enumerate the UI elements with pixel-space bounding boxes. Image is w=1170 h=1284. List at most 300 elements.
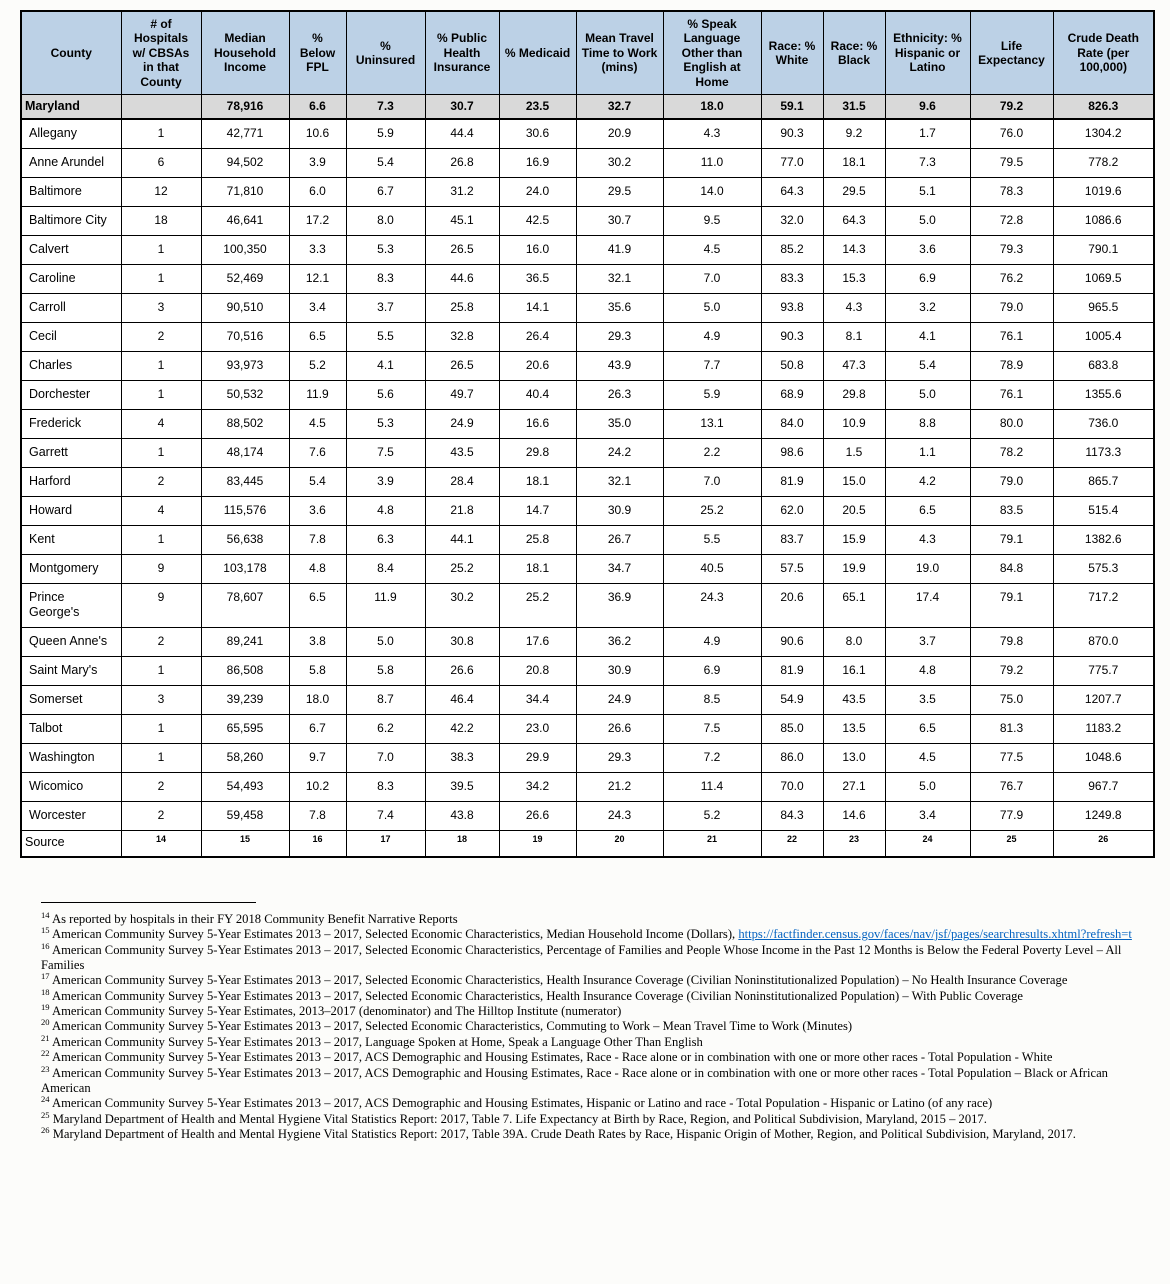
cell-median_income: 90,510 — [201, 293, 289, 322]
cell-race_black: 47.3 — [823, 351, 885, 380]
footnote-text: American Community Survey 5-Year Estimates 2013 – 2017, Selected Economic Characteristics, Health Insurance Coverage (Civilian Noninstitutionalized Population) – With Public Coverage — [49, 988, 1023, 1003]
cell-median_income: 70,516 — [201, 322, 289, 351]
cell-hispanic: 3.5 — [885, 685, 970, 714]
cell-below_fpl: 3.9 — [289, 148, 346, 177]
cell-public_health_insurance: 38.3 — [425, 743, 499, 772]
footnote-25 — [41, 1109, 1133, 1127]
cell-travel_time: 21.2 — [576, 772, 663, 801]
cell-life_expectancy: 80.0 — [970, 409, 1053, 438]
cell-crude_death_rate: 778.2 — [1053, 148, 1154, 177]
cell-below_fpl: 3.6 — [289, 496, 346, 525]
table-row — [21, 772, 1154, 801]
cell-below_fpl: 6.5 — [289, 583, 346, 627]
footnote-number: 16 — [41, 940, 50, 951]
cell-median_income: 56,638 — [201, 525, 289, 554]
cell-below_fpl: 12.1 — [289, 264, 346, 293]
column-header-median_income: Median Household Income — [201, 11, 289, 94]
cell-hispanic: 6.5 — [885, 714, 970, 743]
footnote-16 — [41, 940, 1133, 974]
cell-life_expectancy: 76.7 — [970, 772, 1053, 801]
footnote-text: American Community Survey 5-Year Estimates 2013 – 2017, ACS Demographic and Housing Estimates, Race - Race alone or in combination with one or more other races - Total Population - White — [49, 1050, 1053, 1065]
cell-medicaid: 36.5 — [499, 264, 576, 293]
cell-hospitals_cbsa: 1 — [121, 438, 201, 467]
source-ref-hispanic: 24 — [885, 830, 970, 857]
cell-hospitals_cbsa: 4 — [121, 409, 201, 438]
cell-uninsured: 7.4 — [346, 801, 425, 830]
cell-language_other: 14.0 — [663, 177, 761, 206]
cell-uninsured: 5.0 — [346, 627, 425, 656]
footnote-24 — [41, 1096, 1133, 1111]
county-name: Carroll — [21, 293, 121, 322]
cell-medicaid: 30.6 — [499, 119, 576, 149]
cell-travel_time: 32.1 — [576, 264, 663, 293]
cell-medicaid: 42.5 — [499, 206, 576, 235]
footnote-number: 15 — [41, 925, 50, 936]
cell-hospitals_cbsa: 6 — [121, 148, 201, 177]
footnote-text: American Community Survey 5-Year Estimates, 2013–2017 (denominator) and The Hilltop Institute (numerator) — [49, 1004, 622, 1019]
cell-hospitals_cbsa: 2 — [121, 467, 201, 496]
cell-crude_death_rate: 870.0 — [1053, 627, 1154, 656]
cell-medicaid: 16.0 — [499, 235, 576, 264]
cell-crude_death_rate: 1086.6 — [1053, 206, 1154, 235]
cell-life_expectancy: 76.1 — [970, 322, 1053, 351]
cell-below_fpl: 9.7 — [289, 743, 346, 772]
cell-below_fpl: 3.4 — [289, 293, 346, 322]
cell-hispanic: 7.3 — [885, 148, 970, 177]
cell-median_income: 83,445 — [201, 467, 289, 496]
cell-public_health_insurance: 49.7 — [425, 380, 499, 409]
cell-life_expectancy: 84.8 — [970, 554, 1053, 583]
cell-race_white: 59.1 — [761, 94, 823, 119]
footnote-text: American Community Survey 5-Year Estimates 2013 – 2017, Selected Economic Characteristics, Commuting to Work – Mean Travel Time to Work (Minutes) — [49, 1019, 853, 1034]
cell-life_expectancy: 77.5 — [970, 743, 1053, 772]
footnote-text: American Community Survey 5-Year Estimates 2013 – 2017, ACS Demographic and Housing Estimates, Hispanic or Latino and race - Total Population - Hispanic or Latino (of any race) — [49, 1096, 993, 1111]
county-name: Somerset — [21, 685, 121, 714]
cell-language_other: 2.2 — [663, 438, 761, 467]
table-row — [21, 293, 1154, 322]
cell-hospitals_cbsa: 18 — [121, 206, 201, 235]
cell-uninsured: 8.7 — [346, 685, 425, 714]
cell-hispanic: 5.0 — [885, 380, 970, 409]
cell-race_white: 90.3 — [761, 119, 823, 149]
county-name: Harford — [21, 467, 121, 496]
cell-race_white: 85.2 — [761, 235, 823, 264]
table-row — [21, 235, 1154, 264]
footnote-separator — [41, 902, 256, 903]
cell-crude_death_rate: 865.7 — [1053, 467, 1154, 496]
cell-median_income: 88,502 — [201, 409, 289, 438]
cell-language_other: 13.1 — [663, 409, 761, 438]
footnote-number: 17 — [41, 971, 50, 982]
footnotes-section — [41, 909, 1133, 1142]
cell-median_income: 115,576 — [201, 496, 289, 525]
cell-below_fpl: 10.6 — [289, 119, 346, 149]
cell-median_income: 103,178 — [201, 554, 289, 583]
cell-uninsured: 4.8 — [346, 496, 425, 525]
cell-medicaid: 18.1 — [499, 554, 576, 583]
cell-language_other: 11.0 — [663, 148, 761, 177]
source-ref-race_white: 22 — [761, 830, 823, 857]
cell-medicaid: 34.4 — [499, 685, 576, 714]
cell-median_income: 86,508 — [201, 656, 289, 685]
table-row — [21, 583, 1154, 627]
cell-race_white: 32.0 — [761, 206, 823, 235]
cell-uninsured: 6.2 — [346, 714, 425, 743]
cell-public_health_insurance: 44.6 — [425, 264, 499, 293]
cell-below_fpl: 17.2 — [289, 206, 346, 235]
cell-medicaid: 23.0 — [499, 714, 576, 743]
cell-race_black: 29.5 — [823, 177, 885, 206]
cell-median_income: 100,350 — [201, 235, 289, 264]
table-row — [21, 627, 1154, 656]
cell-travel_time: 26.7 — [576, 525, 663, 554]
cell-hospitals_cbsa — [121, 94, 201, 119]
cell-median_income: 94,502 — [201, 148, 289, 177]
table-row — [21, 119, 1154, 149]
cell-uninsured: 5.3 — [346, 409, 425, 438]
footnote-number: 14 — [41, 909, 50, 920]
cell-hispanic: 6.5 — [885, 496, 970, 525]
column-header-hispanic: Ethnicity: % Hispanic or Latino — [885, 11, 970, 94]
cell-language_other: 25.2 — [663, 496, 761, 525]
cell-uninsured: 5.8 — [346, 656, 425, 685]
cell-public_health_insurance: 28.4 — [425, 467, 499, 496]
cell-below_fpl: 18.0 — [289, 685, 346, 714]
table-row — [21, 714, 1154, 743]
cell-language_other: 18.0 — [663, 94, 761, 119]
cell-public_health_insurance: 26.5 — [425, 351, 499, 380]
source-ref-crude_death_rate: 26 — [1053, 830, 1154, 857]
cell-language_other: 5.2 — [663, 801, 761, 830]
footnote-text: American Community Survey 5-Year Estimates 2013 – 2017, Selected Economic Characteristics, Median Household Income (Dollars), — [49, 927, 736, 942]
cell-crude_death_rate: 1304.2 — [1053, 119, 1154, 149]
table-row — [21, 438, 1154, 467]
footnote-14 — [41, 909, 1133, 927]
source-ref-race_black: 23 — [823, 830, 885, 857]
county-name: Talbot — [21, 714, 121, 743]
cell-public_health_insurance: 25.8 — [425, 293, 499, 322]
cell-travel_time: 30.9 — [576, 656, 663, 685]
cell-life_expectancy: 72.8 — [970, 206, 1053, 235]
cell-travel_time: 26.3 — [576, 380, 663, 409]
cell-race_white: 57.5 — [761, 554, 823, 583]
cell-below_fpl: 7.8 — [289, 525, 346, 554]
cell-below_fpl: 5.8 — [289, 656, 346, 685]
cell-travel_time: 30.9 — [576, 496, 663, 525]
cell-hispanic: 1.1 — [885, 438, 970, 467]
footnote-15 — [41, 927, 1133, 942]
footnote-link[interactable]: https://factfinder.census.gov/faces/nav/jsf/pages/searchresults.xhtml?refresh=t — [738, 927, 1132, 942]
cell-race_white: 84.0 — [761, 409, 823, 438]
cell-language_other: 7.0 — [663, 264, 761, 293]
footnote-number: 23 — [41, 1063, 50, 1074]
cell-life_expectancy: 81.3 — [970, 714, 1053, 743]
table-row — [21, 264, 1154, 293]
cell-race_black: 29.8 — [823, 380, 885, 409]
cell-hispanic: 4.1 — [885, 322, 970, 351]
cell-hospitals_cbsa: 1 — [121, 380, 201, 409]
cell-travel_time: 29.5 — [576, 177, 663, 206]
cell-public_health_insurance: 26.6 — [425, 656, 499, 685]
county-name: Baltimore — [21, 177, 121, 206]
cell-race_black: 18.1 — [823, 148, 885, 177]
cell-hispanic: 3.7 — [885, 627, 970, 656]
cell-race_white: 81.9 — [761, 467, 823, 496]
cell-below_fpl: 11.9 — [289, 380, 346, 409]
county-name: Howard — [21, 496, 121, 525]
state-summary-row — [21, 94, 1154, 119]
cell-hospitals_cbsa: 3 — [121, 293, 201, 322]
footnote-text: American Community Survey 5-Year Estimates 2013 – 2017, Selected Economic Characteristics, Percentage of Families and People Whose Income in the Past 12 Months is Below the Federal Poverty Level – All Families — [41, 942, 1122, 973]
cell-hispanic: 5.0 — [885, 206, 970, 235]
cell-race_white: 20.6 — [761, 583, 823, 627]
cell-race_white: 85.0 — [761, 714, 823, 743]
table-row — [21, 351, 1154, 380]
cell-median_income: 54,493 — [201, 772, 289, 801]
footnote-text: American Community Survey 5-Year Estimates 2013 – 2017, Language Spoken at Home, Speak a Language Other Than English — [49, 1034, 703, 1049]
cell-hospitals_cbsa: 1 — [121, 264, 201, 293]
cell-crude_death_rate: 1069.5 — [1053, 264, 1154, 293]
cell-below_fpl: 7.6 — [289, 438, 346, 467]
cell-race_black: 20.5 — [823, 496, 885, 525]
column-header-travel_time: Mean Travel Time to Work (mins) — [576, 11, 663, 94]
cell-language_other: 5.0 — [663, 293, 761, 322]
cell-race_black: 15.0 — [823, 467, 885, 496]
cell-public_health_insurance: 26.8 — [425, 148, 499, 177]
cell-uninsured: 5.4 — [346, 148, 425, 177]
cell-public_health_insurance: 43.5 — [425, 438, 499, 467]
cell-public_health_insurance: 24.9 — [425, 409, 499, 438]
cell-crude_death_rate: 683.8 — [1053, 351, 1154, 380]
source-ref-median_income: 15 — [201, 830, 289, 857]
cell-travel_time: 24.2 — [576, 438, 663, 467]
cell-medicaid: 18.1 — [499, 467, 576, 496]
cell-medicaid: 20.8 — [499, 656, 576, 685]
cell-crude_death_rate: 1382.6 — [1053, 525, 1154, 554]
cell-hospitals_cbsa: 9 — [121, 583, 201, 627]
table-row — [21, 743, 1154, 772]
cell-crude_death_rate: 1355.6 — [1053, 380, 1154, 409]
cell-medicaid: 20.6 — [499, 351, 576, 380]
cell-public_health_insurance: 25.2 — [425, 554, 499, 583]
cell-race_black: 15.9 — [823, 525, 885, 554]
cell-race_black: 15.3 — [823, 264, 885, 293]
cell-travel_time: 35.6 — [576, 293, 663, 322]
cell-uninsured: 8.0 — [346, 206, 425, 235]
footnote-text: American Community Survey 5-Year Estimates 2013 – 2017, ACS Demographic and Housing Estimates, Race - Race alone or in combination with one or more other races - Total Population – Black or African American — [41, 1065, 1108, 1095]
source-ref-language_other: 21 — [663, 830, 761, 857]
cell-hospitals_cbsa: 1 — [121, 119, 201, 149]
cell-crude_death_rate: 965.5 — [1053, 293, 1154, 322]
cell-uninsured: 8.3 — [346, 772, 425, 801]
source-label: Source — [21, 830, 121, 857]
cell-medicaid: 23.5 — [499, 94, 576, 119]
table-row — [21, 148, 1154, 177]
cell-below_fpl: 5.2 — [289, 351, 346, 380]
cell-race_white: 64.3 — [761, 177, 823, 206]
cell-public_health_insurance: 30.7 — [425, 94, 499, 119]
cell-crude_death_rate: 515.4 — [1053, 496, 1154, 525]
column-header-medicaid: % Medicaid — [499, 11, 576, 94]
cell-race_black: 43.5 — [823, 685, 885, 714]
county-name: Worcester — [21, 801, 121, 830]
cell-life_expectancy: 79.0 — [970, 293, 1053, 322]
cell-travel_time: 43.9 — [576, 351, 663, 380]
cell-median_income: 71,810 — [201, 177, 289, 206]
column-header-public_health_insurance: % Public Health Insurance — [425, 11, 499, 94]
table-row — [21, 177, 1154, 206]
cell-race_white: 86.0 — [761, 743, 823, 772]
cell-life_expectancy: 77.9 — [970, 801, 1053, 830]
cell-medicaid: 26.6 — [499, 801, 576, 830]
cell-crude_death_rate: 717.2 — [1053, 583, 1154, 627]
source-row — [21, 830, 1154, 857]
cell-travel_time: 36.2 — [576, 627, 663, 656]
cell-hospitals_cbsa: 12 — [121, 177, 201, 206]
cell-life_expectancy: 79.1 — [970, 583, 1053, 627]
cell-medicaid: 14.1 — [499, 293, 576, 322]
cell-medicaid: 40.4 — [499, 380, 576, 409]
source-ref-hospitals_cbsa: 14 — [121, 830, 201, 857]
cell-travel_time: 29.3 — [576, 322, 663, 351]
table-row — [21, 554, 1154, 583]
cell-travel_time: 20.9 — [576, 119, 663, 149]
cell-below_fpl: 6.5 — [289, 322, 346, 351]
cell-medicaid: 16.9 — [499, 148, 576, 177]
table-row — [21, 525, 1154, 554]
column-header-language_other: % Speak Language Other than English at Home — [663, 11, 761, 94]
cell-uninsured: 3.9 — [346, 467, 425, 496]
cell-travel_time: 26.6 — [576, 714, 663, 743]
cell-below_fpl: 6.7 — [289, 714, 346, 743]
cell-median_income: 42,771 — [201, 119, 289, 149]
cell-language_other: 7.5 — [663, 714, 761, 743]
table-row — [21, 685, 1154, 714]
cell-hispanic: 1.7 — [885, 119, 970, 149]
cell-life_expectancy: 75.0 — [970, 685, 1053, 714]
cell-median_income: 50,532 — [201, 380, 289, 409]
cell-hispanic: 4.3 — [885, 525, 970, 554]
cell-uninsured: 6.7 — [346, 177, 425, 206]
footnote-number: 21 — [41, 1032, 50, 1043]
cell-public_health_insurance: 46.4 — [425, 685, 499, 714]
footnote-text: American Community Survey 5-Year Estimates 2013 – 2017, Selected Economic Characteristics, Health Insurance Coverage (Civilian Noninstitutionalized Population) – No Health Insurance Coverage — [49, 973, 1068, 988]
cell-crude_death_rate: 1173.3 — [1053, 438, 1154, 467]
footnote-17 — [41, 973, 1133, 988]
cell-public_health_insurance: 44.4 — [425, 119, 499, 149]
cell-median_income: 59,458 — [201, 801, 289, 830]
cell-hispanic: 5.0 — [885, 772, 970, 801]
cell-median_income: 78,607 — [201, 583, 289, 627]
cell-travel_time: 32.1 — [576, 467, 663, 496]
cell-race_black: 9.2 — [823, 119, 885, 149]
cell-public_health_insurance: 45.1 — [425, 206, 499, 235]
cell-uninsured: 7.3 — [346, 94, 425, 119]
cell-median_income: 89,241 — [201, 627, 289, 656]
county-name: Caroline — [21, 264, 121, 293]
column-header-race_black: Race: % Black — [823, 11, 885, 94]
cell-hispanic: 19.0 — [885, 554, 970, 583]
cell-race_white: 54.9 — [761, 685, 823, 714]
cell-hospitals_cbsa: 2 — [121, 772, 201, 801]
cell-median_income: 46,641 — [201, 206, 289, 235]
cell-public_health_insurance: 21.8 — [425, 496, 499, 525]
column-header-life_expectancy: Life Expectancy — [970, 11, 1053, 94]
cell-below_fpl: 5.4 — [289, 467, 346, 496]
cell-median_income: 39,239 — [201, 685, 289, 714]
cell-race_black: 27.1 — [823, 772, 885, 801]
cell-race_black: 19.9 — [823, 554, 885, 583]
cell-below_fpl: 7.8 — [289, 801, 346, 830]
cell-language_other: 4.9 — [663, 322, 761, 351]
cell-median_income: 93,973 — [201, 351, 289, 380]
cell-crude_death_rate: 575.3 — [1053, 554, 1154, 583]
cell-below_fpl: 4.5 — [289, 409, 346, 438]
cell-language_other: 5.5 — [663, 525, 761, 554]
cell-medicaid: 26.4 — [499, 322, 576, 351]
cell-median_income: 78,916 — [201, 94, 289, 119]
cell-below_fpl: 3.8 — [289, 627, 346, 656]
table-row — [21, 801, 1154, 830]
source-ref-uninsured: 17 — [346, 830, 425, 857]
cell-race_white: 90.3 — [761, 322, 823, 351]
cell-median_income: 48,174 — [201, 438, 289, 467]
cell-crude_death_rate: 1249.8 — [1053, 801, 1154, 830]
footnote-21 — [41, 1032, 1133, 1050]
cell-language_other: 6.9 — [663, 656, 761, 685]
footnote-text: Maryland Department of Health and Mental Hygiene Vital Statistics Report: 2017, Table 39A. Crude Death Rates by Race, Hispanic Origin of Mother, Region, and Political Subdivision, Maryland, 2017. — [49, 1126, 1076, 1141]
cell-hospitals_cbsa: 1 — [121, 714, 201, 743]
cell-life_expectancy: 79.2 — [970, 656, 1053, 685]
cell-medicaid: 17.6 — [499, 627, 576, 656]
cell-crude_death_rate: 1183.2 — [1053, 714, 1154, 743]
cell-race_black: 14.3 — [823, 235, 885, 264]
footnote-19 — [41, 1001, 1133, 1019]
cell-race_black: 16.1 — [823, 656, 885, 685]
cell-crude_death_rate: 790.1 — [1053, 235, 1154, 264]
cell-race_black: 8.1 — [823, 322, 885, 351]
county-name: Washington — [21, 743, 121, 772]
cell-race_white: 98.6 — [761, 438, 823, 467]
cell-crude_death_rate: 775.7 — [1053, 656, 1154, 685]
cell-life_expectancy: 76.1 — [970, 380, 1053, 409]
cell-travel_time: 30.2 — [576, 148, 663, 177]
cell-public_health_insurance: 30.2 — [425, 583, 499, 627]
column-header-uninsured: % Uninsured — [346, 11, 425, 94]
county-name: Garrett — [21, 438, 121, 467]
cell-uninsured: 6.3 — [346, 525, 425, 554]
cell-life_expectancy: 78.9 — [970, 351, 1053, 380]
county-statistics-table — [20, 10, 1155, 858]
cell-race_black: 13.0 — [823, 743, 885, 772]
county-name: Prince George's — [21, 583, 121, 627]
table-row — [21, 656, 1154, 685]
cell-public_health_insurance: 44.1 — [425, 525, 499, 554]
cell-race_white: 81.9 — [761, 656, 823, 685]
cell-crude_death_rate: 1005.4 — [1053, 322, 1154, 351]
footnote-text: Maryland Department of Health and Mental Hygiene Vital Statistics Report: 2017, Table 7. Life Expectancy at Birth by Race, Region, and Political Subdivision, Maryland, 2015 – 2017. — [49, 1111, 987, 1126]
cell-uninsured: 7.5 — [346, 438, 425, 467]
cell-race_white: 83.7 — [761, 525, 823, 554]
cell-life_expectancy: 78.3 — [970, 177, 1053, 206]
footnote-18 — [41, 986, 1133, 1004]
cell-crude_death_rate: 1019.6 — [1053, 177, 1154, 206]
cell-life_expectancy: 76.0 — [970, 119, 1053, 149]
cell-uninsured: 4.1 — [346, 351, 425, 380]
cell-language_other: 9.5 — [663, 206, 761, 235]
cell-language_other: 8.5 — [663, 685, 761, 714]
source-ref-travel_time: 20 — [576, 830, 663, 857]
